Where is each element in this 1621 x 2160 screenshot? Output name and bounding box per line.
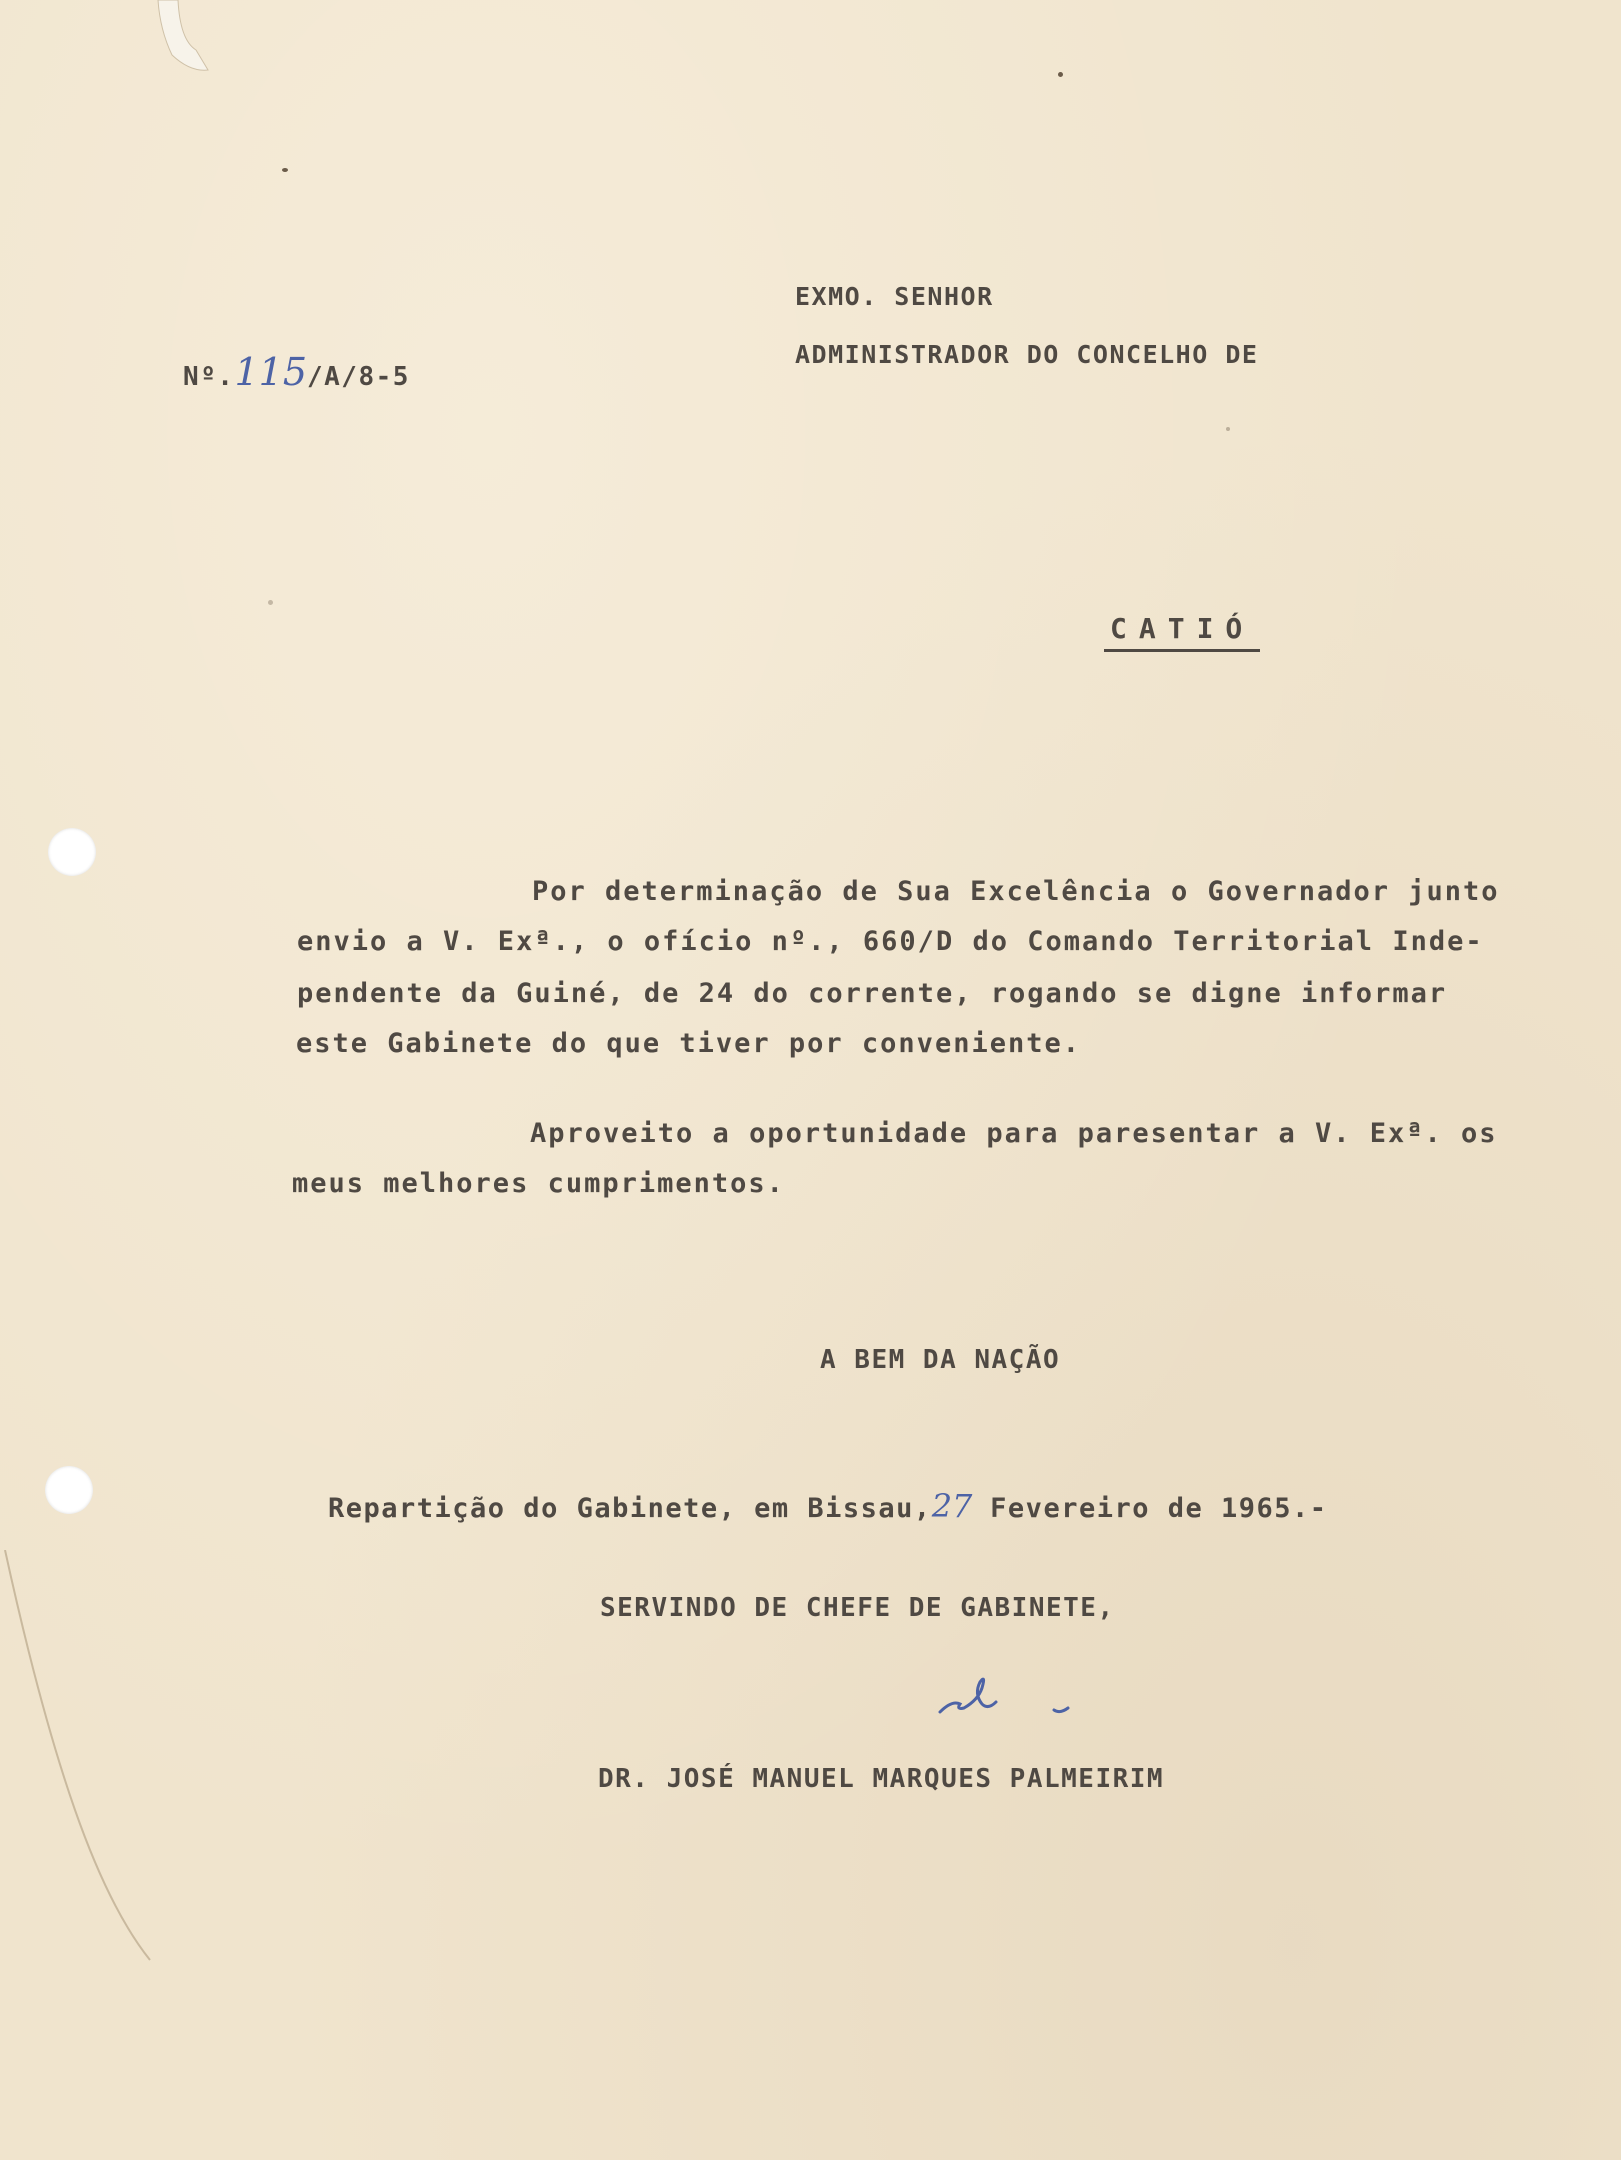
paragraph2-line: meus melhores cumprimentos. xyxy=(292,1168,785,1199)
date-suffix: Fevereiro de 1965.- xyxy=(990,1493,1328,1524)
classification-heading: CATIÓ xyxy=(1104,612,1260,652)
paragraph1-line: este Gabinete do que tiver por conveniente. xyxy=(296,1028,1081,1059)
punch-hole-upper xyxy=(48,828,96,876)
place-prefix: Repartição do Gabinete, em Bissau, xyxy=(328,1493,932,1524)
paragraph2-line: Aproveito a oportunidade para paresentar a V. Exª. os xyxy=(530,1118,1498,1149)
paper-speck xyxy=(1058,72,1063,77)
paper-speck xyxy=(282,168,288,172)
reference-prefix: Nº. xyxy=(183,362,235,392)
paragraph1-line: Por determinação de Sua Excelência o Governador junto xyxy=(532,876,1500,907)
addressee-line2: ADMINISTRADOR DO CONCELHO DE xyxy=(795,340,1259,369)
reference-number xyxy=(183,350,410,394)
punch-hole-lower xyxy=(45,1466,93,1514)
closing-salutation: A BEM DA NAÇÃO xyxy=(820,1345,1061,1375)
addressee-line1: EXMO. SENHOR xyxy=(795,282,994,311)
reference-suffix: /A/8-5 xyxy=(307,362,410,392)
paper-speck xyxy=(1226,427,1230,431)
signatory-role: SERVINDO DE CHEFE DE GABINETE, xyxy=(600,1593,1115,1623)
paragraph1-line: pendente da Guiné, de 24 do corrente, rogando se digne informar xyxy=(297,978,1448,1009)
reference-handwritten: 115 xyxy=(234,350,307,394)
torn-corner-mark xyxy=(150,0,220,90)
paragraph1-line: envio a V. Exª., o ofício nº., 660/D do Comando Territorial Inde- xyxy=(297,926,1484,957)
date-handwritten: 27 xyxy=(931,1487,973,1525)
place-date-line xyxy=(328,1487,1328,1525)
crease-mark xyxy=(0,1550,160,1970)
paper-speck xyxy=(268,600,273,605)
handwritten-signature xyxy=(930,1660,1080,1740)
signatory-name: DR. JOSÉ MANUEL MARQUES PALMEIRIM xyxy=(598,1764,1165,1794)
